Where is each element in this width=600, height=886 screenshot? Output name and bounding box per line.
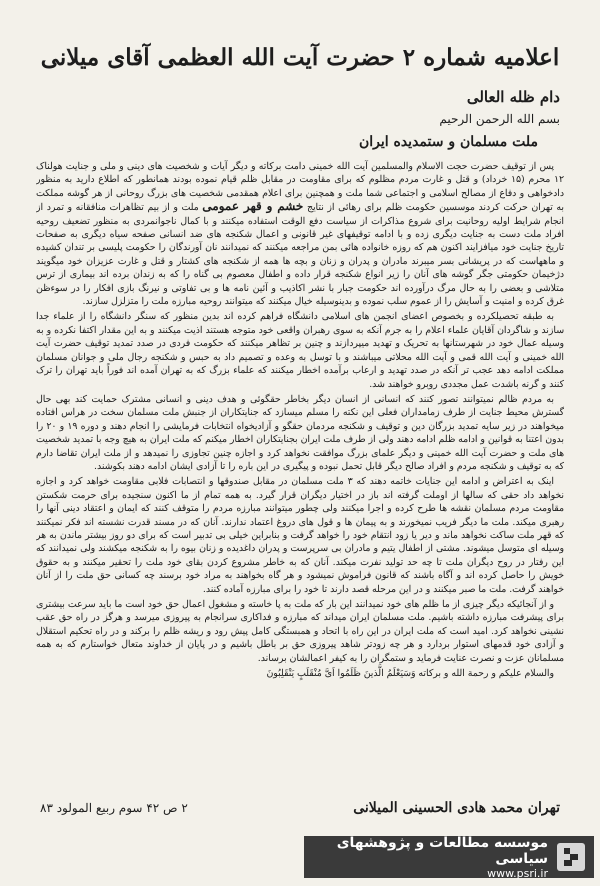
signature: تهران محمد هادی الحسینی المیلانی xyxy=(353,800,560,816)
publisher-name: موسسه مطالعات و پژوهشهای سیاسی xyxy=(336,834,548,867)
body-emphasis: خشم و قهر عمومی xyxy=(202,199,304,214)
publisher-watermark xyxy=(304,836,594,878)
body-paragraph: والسلام علیکم و رحمة الله و برکاته وَسَیَعْلَمُ الَّذینَ ظَلَمُوا اَیَّ مُنْقَلَبٍ یَنْقَلِبُونَ xyxy=(266,668,554,680)
body-paragraph xyxy=(36,160,564,308)
body-paragraph: به طبقه تحصیلکرده و بخصوص اعضای انجمن های اسلامی دانشگاه فراهم کرده اند بدین منظور که سنگر دانشگاه را از علماء جدا سازند و شاگردان آقایان علماء اعلام را به جرم آنکه به سوی رهبران واقعی خود متوجه هستند اذیت میکنند و به این مقدار اکتفا نکرده و به وسیله عمال خود در شهرستانها به تحریک و تهدید میپردازند و چنین بر تظاهر میکنند که حکومت فردی در صدد تمدید توقیف حضرت آیت الله خمینی و آیت الله قمی و آیت الله محلاتی میباشند و با توسل به وعده و تصمیم داد به حبس و شکنجه رجال ملی و جوانان مسلمان مملکت ادامه دهد عجب تر آنکه در صدد تهدید و ارعاب برآمده اخطار میکنند که علماء بزرگ که به تهران آمده اند فوراً باید تهران را ترک کنند و گرنه باشدت عمل مجددی روبرو خواهند شد. xyxy=(36,311,564,390)
body-paragraph: به مردم ظالم نمیتوانند تصور کنند که انسانی از انسان دیگر بخاطر حقگوئی و هدف دینی و انسانی مشترک حمایت کند بهی حال گسترش محیط جنایت از طرف زمامداران فعلی این نکته را مسلم میسازد که جنایتکاران از جنبش ملت مسلمان سخت در هراس افتاده میخواهند در زیر سایه تمدید بزرگان دین و توقیف و شکنجه مردمان حقگو و آزادیخواه انتخابات فرمایشی را انجام دهند و دوره ۱۹ و ۲۰ را بدون اعتنا به قوانین و ادامه ظلم ادامه دهند ولی از طرف ملت ایران بجنایتکاران اخطار میکنم که ملت ایران به هیچ وجه با تمدید شخصیت های ملت و حضرت آیت الله خمینی و دیگر علمای بزرگ موافقت نخواهد کرد و اجازه چنین تجاوزی را نمیدهد و از ملت ایران تقاضا دارم که به توقیف و شکنجه مردم و افراد صالح دیگر قابل تحمل نبوده و پیگیری در این باره را تا آزادی ایشان ادامه دهند بکوشند. xyxy=(36,393,564,472)
honorific: دام ظله العالی xyxy=(466,88,560,106)
proclamation-page xyxy=(30,18,570,818)
document-body xyxy=(36,160,564,796)
salutation: ملت مسلمان و ستمدیده ایران xyxy=(358,134,538,150)
body-paragraph: اینک به اعتراض و ادامه این جنایات خاتمه دهند که ۳ ملت مسلمان در مقابل صندوقها و انتصابات فلابی مقاومت خواهد کرد و اجازه نخواهد داد حقی که سالها از اوملت گرفته اند باز در اختیار دیگران قرار گیرد. به همه تمام از ما اکنون سنجیده برای حرمت شکستن مقاومت مردم مسلمان نقشه ها طرح کرده و اجرا میکنند ولی چطور میتوانند مبارزه مردم را متوقف کنند که ایمان و اعتقاد دینی آنها را رهبری میکند. ملت ما دیگر فریب نمیخورند و به پیمان ها و قول های دروغ اعتماد ندارند. آنان که در مسند قدرت نشسته اند فکر نمیکنند که قهر ملت ساکت نخواهد ماند و دیر یا زود انتقام خود را خواهد گرفت و بنابراین خیلی بی تدبیر است که برای دو روز بیشتر ماندن به هر وسیله ای متوسل میشوند. مشتی از اطفال یتیم و مادران بی سرپرست و پدران داغدیده و زنان بیوه را به شکنجه میکشند ولی نمیدانند که این رفتار در روح دیگران ملت تا چه حد تولید نفرت میکند. آنان که به خاطر مشروع کردن بقای خود ملت را تحقیر میکنند و به حقوق خویش را حاصل کرده اند و آگاه باشند که قانون فراموش نمیشود و هر گاه بخواهند به مراد خود برسند چه کسانی حق ملت را از آنان خواهند گرفت. ملت ما صبر میکنند و در این مرحله قصد دارند تا خود را برای مبارزه آماده کنند. xyxy=(36,476,564,595)
basmala: بسم الله الرحمن الرحیم xyxy=(439,112,560,126)
psri-logo-icon xyxy=(556,842,586,872)
document-footer xyxy=(40,800,560,816)
publisher-url[interactable]: www.psri.ir xyxy=(487,866,548,880)
document-title: اعلامیه شماره ۲ حضرت آیت الله العظمی آقای میلانی xyxy=(40,44,560,71)
document-date: ۲ ص ۴۲ سوم ربیع المولود ۸۳ xyxy=(40,801,188,815)
body-text: ملت و از بیم تظاهرات منافقانه و تمرد از انجام شرایط اولیه روحانیت برای شروع مذاکرات از سیاست دفع الوقت استفاده میکنند و با کمال ناجوانمردی به منظور تضعیف روحیه افراد ملت دست به جنایت دیگری زده و با ادامه توقیفهای غیر قانونی و اعمال شکنجه های ضد انسانی صفحه سیاه دیگری به صفحات تاریخ جنایت خود میافزایند اکنون هم که روزه خانواده هائی بمن مراجعه میکنند که نمیدانند نان آورندگان را حکومت پلیسی بر تندان کشیده و ماههاست که در پریشانی بسر میبرند مادران و پدران و زنان و بچه ها همه از شکنجه های کشتار و قتل و غارت عزیزان خود میگویند دژخیمان حکومتی جگر گوشه های آنان را زیر انواع شکنجه قرار داده و اطفال معصوم بی گناه را که به زندان برده اند بیماری از ترس متلاشی و بعضی را به حال مرگ درآورده اند حکومت جبار با نشر اکاذیب و آئین نامه ها و بی تفاوتی و نیرنگ بازی افکار را در سوءظن غرق کرده و امنیت و آسایش را از عموم سلب نموده و بدینوسیله خیال میکنند که میتوانند روحیه مبارزه ملت را متزلزل سازند. xyxy=(36,202,564,308)
body-paragraph: و از آنجائیکه دیگر چیزی از ما ظلم های خود نمیدانند این بار که ملت به پا خاسته و مشغول اعمال حق خود است ما باید سرعت بیشتری برای پیشرفت مبارزه داشته باشیم. ملت مسلمان ایران میداند که مبارزه و فداکاری سرانجام به پیروزی میرسد و هرگز در راه حق عقب نشینی نخواهد کرد. امید است که ملت ایران در این راه با اتحاد و همبستگی کامل پیش رود و ریشه ظلم را برکند و در راه تحکیم استقلال و آزادی خود قدمهای استوار بردارد و هر چه زودتر شاهد پیروزی حق بر باطل باشیم و در پایان از خداوند متعال خواستارم که به همه مسلمانان عزت و نصرت عنایت فرماید و ستمگران را به کیفر اعمالشان برساند. xyxy=(36,599,564,664)
body-text: پس از توقیف حضرت حجت الاسلام والمسلمین آیت الله خمینی دامت برکاته و دیگر آیات و شخصیت های دینی و ملی و جنایت هولناک ۱۲ محرم (۱۵ خرداد) و قتل و غارت مردم مظلوم که برای مقاومت در مقابل ظلم قیام نموده بودند همانطور که اطلاع دارید به منظور دادخواهی و دفاع از مصالح اسلامی و اجتماعی شما ملت و همچنین برای اعلام همقدمی شخصیت های بزرگ روحانی از هر گوشه مملکت به تهران حرکت کردند موسسین حکومت ظلم برای رهائی از نتایج xyxy=(36,161,564,214)
